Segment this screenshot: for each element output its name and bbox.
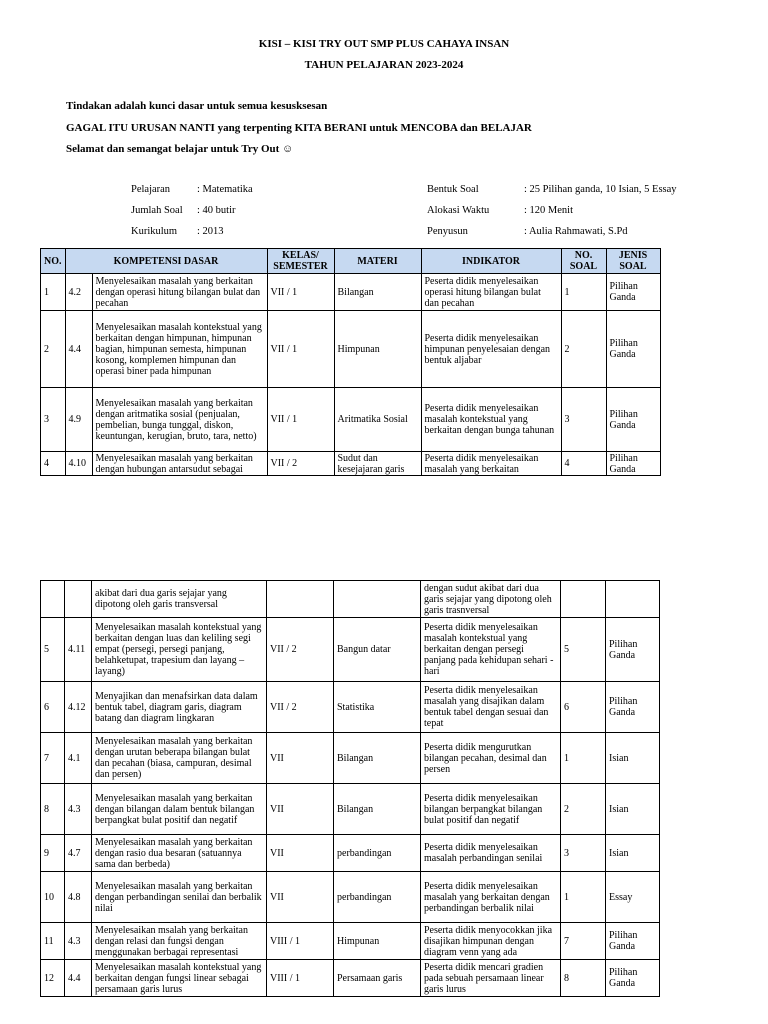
- alokasi-waktu-value: : 120 Menit: [524, 205, 573, 216]
- cell-materi: Bilangan: [334, 784, 421, 835]
- cell-kompetensi-dasar: Menyelesaikan masalah yang berkaitan dengan hubungan antarsudut sebagai: [92, 452, 267, 476]
- cell-kelas-semester: VII: [267, 784, 334, 835]
- cell-materi: Bilangan: [334, 274, 421, 311]
- cell-no: 2: [41, 311, 66, 388]
- cell-kelas-semester: [267, 581, 334, 618]
- table-row: [41, 923, 660, 960]
- kisi-table-page-1: [40, 248, 661, 476]
- kurikulum-value: : 2013: [197, 226, 224, 237]
- cell-kompetensi-dasar: akibat dari dua garis sejajar yang dipotong oleh garis transversal: [92, 581, 267, 618]
- cell-kd-code: 4.8: [65, 872, 92, 923]
- kurikulum-label: Kurikulum: [131, 226, 178, 237]
- cell-kelas-semester: VII / 2: [267, 682, 334, 733]
- table-row: [41, 682, 660, 733]
- table-row: [41, 274, 661, 311]
- table-row: [41, 452, 661, 476]
- cell-no: 4: [41, 452, 66, 476]
- cell-no-soal: 3: [561, 835, 606, 872]
- cell-kd-code: 4.9: [65, 388, 92, 452]
- cell-indikator: dengan sudut akibat dari dua garis sejajar yang dipotong oleh garis trasnversal: [421, 581, 561, 618]
- cell-indikator: Peserta didik mengurutkan bilangan pecahan, desimal dan persen: [421, 733, 561, 784]
- cell-kelas-semester: VII / 2: [267, 452, 334, 476]
- cell-indikator: Peserta didik menyelesaikan masalah perbandingan senilai: [421, 835, 561, 872]
- cell-materi: Himpunan: [334, 923, 421, 960]
- motto-3: Selamat dan semangat belajar untuk Try Out ☺: [66, 143, 294, 155]
- cell-indikator: Peserta didik menyelesaikan bilangan berpangkat bilangan bulat positif dan negatif: [421, 784, 561, 835]
- cell-kd-code: 4.2: [65, 274, 92, 311]
- cell-kd-code: 4.4: [65, 311, 92, 388]
- cell-indikator: Peserta didik menyelesaikan masalah kontekstual yang berkaitan dengan bunga tahunan: [421, 388, 561, 452]
- table-row: [41, 618, 660, 682]
- cell-materi: Statistika: [334, 682, 421, 733]
- cell-kompetensi-dasar: Menyelesaikan masalah kontekstual yang berkaitan dengan luas dan keliling segi empat (persegi, persegi panjang, belahketupat, trapesium dan layang – layang): [92, 618, 267, 682]
- table-row: [41, 733, 660, 784]
- cell-indikator: Peserta didik mencari gradien pada sebuah persamaan linear garis lurus: [421, 960, 561, 997]
- cell-no-soal: 2: [561, 311, 606, 388]
- cell-kompetensi-dasar: Menyelesaikan masalah yang berkaitan dengan perbandingan senilai dan berbalik nilai: [92, 872, 267, 923]
- cell-indikator: Peserta didik menyelesaikan masalah kontekstual yang berkaitan dengan persegi panjang pada kehidupan sehari - hari: [421, 618, 561, 682]
- cell-kelas-semester: VII / 1: [267, 388, 334, 452]
- cell-kelas-semester: VII / 1: [267, 274, 334, 311]
- penyusun-value: : Aulia Rahmawati, S.Pd: [524, 226, 628, 237]
- cell-no-soal: 5: [561, 618, 606, 682]
- cell-no-soal: 3: [561, 388, 606, 452]
- cell-jenis-soal: Essay: [606, 872, 660, 923]
- cell-kompetensi-dasar: Menyelesaikan masalah yang berkaitan dengan urutan beberapa bilangan bulat dan pecahan (biasa, campuran, desimal dan persen): [92, 733, 267, 784]
- cell-materi: perbandingan: [334, 835, 421, 872]
- cell-jenis-soal: Pilihan Ganda: [606, 960, 660, 997]
- table-body-page-2: [41, 581, 660, 997]
- cell-no-soal: 7: [561, 923, 606, 960]
- document-subtitle: TAHUN PELAJARAN 2023-2024: [304, 59, 464, 71]
- cell-materi: Aritmatika Sosial: [334, 388, 421, 452]
- cell-kompetensi-dasar: Menyelesaikan msalah yang berkaitan dengan relasi dan fungsi dengan menggunakan berbagai representasi: [92, 923, 267, 960]
- cell-jenis-soal: Pilihan Ganda: [606, 274, 660, 311]
- cell-kompetensi-dasar: Menyelesaikan masalah yang berkaitan dengan rasio dua besaran (satuannya sama dan berbeda): [92, 835, 267, 872]
- bentuk-soal-label: Bentuk Soal: [427, 184, 479, 195]
- cell-indikator: Peserta didik menyocokkan jika disajikan himpunan dengan diagram venn yang ada: [421, 923, 561, 960]
- alokasi-waktu-label: Alokasi Waktu: [427, 205, 490, 216]
- pelajaran-label: Pelajaran: [131, 184, 171, 195]
- table-row: [41, 835, 660, 872]
- cell-indikator: Peserta didik menyelesaikan masalah yang berkaitan dengan perbandingan berbalik nilai: [421, 872, 561, 923]
- cell-kd-code: 4.12: [65, 682, 92, 733]
- cell-no: 1: [41, 274, 66, 311]
- cell-no-soal: 1: [561, 733, 606, 784]
- cell-materi: Bangun datar: [334, 618, 421, 682]
- table-row: [41, 311, 661, 388]
- cell-materi: Sudut dan kesejajaran garis: [334, 452, 421, 476]
- header-kelas-semester: KELAS/ SEMESTER: [267, 249, 334, 274]
- cell-no-soal: 8: [561, 960, 606, 997]
- table-body-page-1: [41, 274, 661, 476]
- cell-materi: Persamaan garis: [334, 960, 421, 997]
- cell-jenis-soal: Pilihan Ganda: [606, 923, 660, 960]
- cell-jenis-soal: [606, 581, 660, 618]
- jumlah-soal-value: : 40 butir: [197, 205, 236, 216]
- cell-no: 3: [41, 388, 66, 452]
- cell-no: 7: [41, 733, 65, 784]
- cell-kd-code: 4.7: [65, 835, 92, 872]
- cell-no-soal: 2: [561, 784, 606, 835]
- cell-jenis-soal: Pilihan Ganda: [606, 682, 660, 733]
- cell-no-soal: 6: [561, 682, 606, 733]
- header-no: NO.: [41, 249, 66, 274]
- cell-no: 6: [41, 682, 65, 733]
- cell-no: 11: [41, 923, 65, 960]
- cell-jenis-soal: Isian: [606, 784, 660, 835]
- cell-indikator: Peserta didik menyelesaikan operasi hitung bilangan bulat dan pecahan: [421, 274, 561, 311]
- cell-no: 5: [41, 618, 65, 682]
- header-no-soal: NO. SOAL: [561, 249, 606, 274]
- bentuk-soal-value: : 25 Pilihan ganda, 10 Isian, 5 Essay: [524, 184, 677, 195]
- cell-jenis-soal: Pilihan Ganda: [606, 388, 660, 452]
- cell-kelas-semester: VIII / 1: [267, 923, 334, 960]
- cell-kelas-semester: VIII / 1: [267, 960, 334, 997]
- cell-kelas-semester: VII / 2: [267, 618, 334, 682]
- header-materi: MATERI: [334, 249, 421, 274]
- cell-kd-code: 4.10: [65, 452, 92, 476]
- cell-kd-code: [65, 581, 92, 618]
- cell-jenis-soal: Pilihan Ganda: [606, 311, 660, 388]
- cell-kompetensi-dasar: Menyelesaikan masalah yang berkaitan dengan bilangan dalam bentuk bilangan berpangkat bulat positif dan negatif: [92, 784, 267, 835]
- cell-kelas-semester: VII: [267, 872, 334, 923]
- cell-kelas-semester: VII: [267, 835, 334, 872]
- cell-kompetensi-dasar: Menyajikan dan menafsirkan data dalam bentuk tabel, diagram garis, diagram batang dan diagram lingkaran: [92, 682, 267, 733]
- kisi-table-page-2: [40, 580, 660, 997]
- motto-2: GAGAL ITU URUSAN NANTI yang terpenting KITA BERANI untuk MENCOBA dan BELAJAR: [66, 122, 532, 134]
- cell-no: 12: [41, 960, 65, 997]
- motto-1: Tindakan adalah kunci dasar untuk semua kesusksesan: [66, 100, 328, 112]
- cell-jenis-soal: Isian: [606, 733, 660, 784]
- cell-no: 10: [41, 872, 65, 923]
- cell-materi: [334, 581, 421, 618]
- cell-no-soal: 1: [561, 274, 606, 311]
- table-header-row: [41, 249, 661, 274]
- cell-kd-code: 4.11: [65, 618, 92, 682]
- cell-kd-code: 4.3: [65, 784, 92, 835]
- cell-no: 8: [41, 784, 65, 835]
- header-jenis-soal: JENIS SOAL: [606, 249, 660, 274]
- header-indikator: INDIKATOR: [421, 249, 561, 274]
- cell-kd-code: 4.1: [65, 733, 92, 784]
- table-row: [41, 784, 660, 835]
- cell-kd-code: 4.3: [65, 923, 92, 960]
- cell-materi: perbandingan: [334, 872, 421, 923]
- cell-materi: Himpunan: [334, 311, 421, 388]
- table-row: [41, 872, 660, 923]
- cell-no-soal: 1: [561, 872, 606, 923]
- cell-kelas-semester: VII: [267, 733, 334, 784]
- cell-kelas-semester: VII / 1: [267, 311, 334, 388]
- cell-kompetensi-dasar: Menyelesaikan masalah yang berkaitan dengan operasi hitung bilangan bulat dan pecahan: [92, 274, 267, 311]
- pelajaran-value: : Matematika: [197, 184, 253, 195]
- cell-jenis-soal: Pilihan Ganda: [606, 618, 660, 682]
- cell-kompetensi-dasar: Menyelesaikan masalah kontekstual yang berkaitan dengan fungsi linear sebagai persamaan garis lurus: [92, 960, 267, 997]
- penyusun-label: Penyusun: [427, 226, 468, 237]
- cell-no-soal: [561, 581, 606, 618]
- cell-kompetensi-dasar: Menyelesaikan masalah yang berkaitan dengan aritmatika sosial (penjualan, pembelian, bunga tunggal, diskon, keuntungan, kerugian, bruto, tara, netto): [92, 388, 267, 452]
- cell-indikator: Peserta didik menyelesaikan himpunan penyelesaian dengan bentuk aljabar: [421, 311, 561, 388]
- cell-no-soal: 4: [561, 452, 606, 476]
- cell-jenis-soal: Pilihan Ganda: [606, 452, 660, 476]
- cell-materi: Bilangan: [334, 733, 421, 784]
- document-title: KISI – KISI TRY OUT SMP PLUS CAHAYA INSAN: [258, 38, 510, 50]
- header-kompetensi-dasar: KOMPETENSI DASAR: [65, 249, 267, 274]
- jumlah-soal-label: Jumlah Soal: [131, 205, 183, 216]
- cell-no: 9: [41, 835, 65, 872]
- table-row: [41, 388, 661, 452]
- table-row: [41, 960, 660, 997]
- cell-jenis-soal: Isian: [606, 835, 660, 872]
- cell-indikator: Peserta didik menyelesaikan masalah yang berkaitan: [421, 452, 561, 476]
- table-row: [41, 581, 660, 618]
- cell-indikator: Peserta didik menyelesaikan masalah yang disajikan dalam bentuk tabel dengan sesuai dan tepat: [421, 682, 561, 733]
- cell-no: [41, 581, 65, 618]
- cell-kompetensi-dasar: Menyelesaikan masalah kontekstual yang berkaitan dengan himpunan, himpunan bagian, himpunan semesta, himpunan kosong, komplemen himpunan dan operasi biner pada himpunan: [92, 311, 267, 388]
- cell-kd-code: 4.4: [65, 960, 92, 997]
